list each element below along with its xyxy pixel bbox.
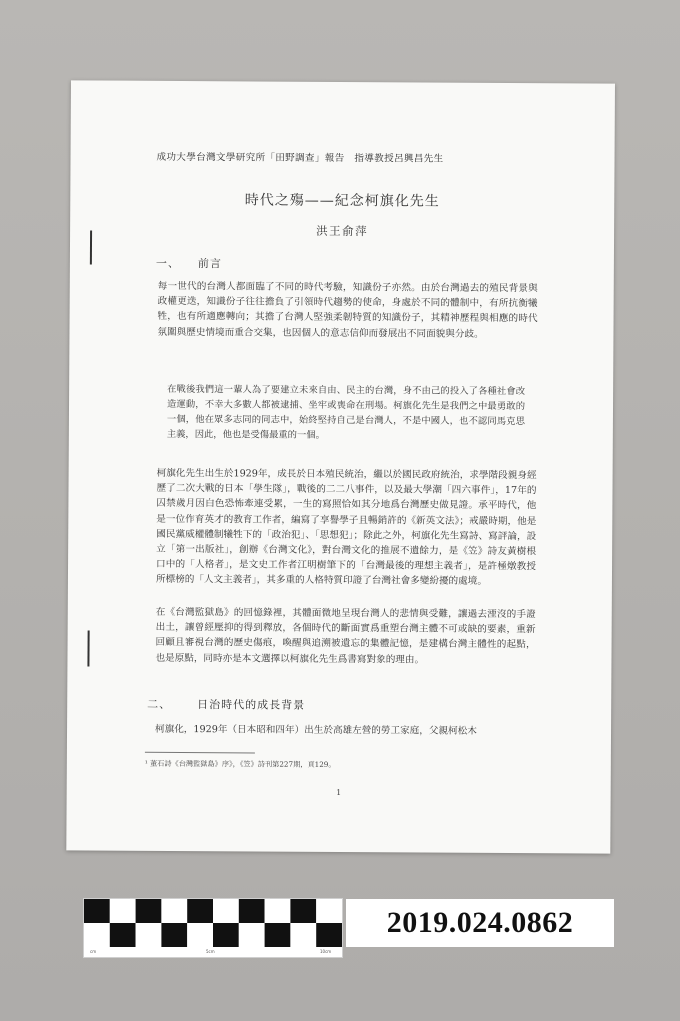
checker-square (239, 899, 265, 923)
scale-label-cm: cm (90, 949, 97, 954)
checker-square (84, 899, 110, 923)
checker-square (136, 899, 162, 923)
scale-label-5cm: 5cm (206, 949, 215, 954)
checker-square (239, 923, 265, 947)
quote-paragraph: 在戰後我們這一輩人為了要建立未來自由、民主的台灣，身不由己的投入了各種社會改造運動，不幸大多數人都被逮捕、坐牢或喪命在刑場。柯旗化先生是我們之中最勇敢的一個，他在眾多志同的同志中，始終堅持自己是台灣人，不是中國人，也不認同馬克思主義，因此，他也是受傷最重的一個。 (166, 383, 526, 441)
checker-square (187, 923, 213, 947)
checker-square (161, 923, 187, 947)
section-title: 日治時代的成長背景 (197, 698, 306, 712)
checker-square (110, 899, 136, 923)
biography-paragraph: 柯旗化先生出生於1929年，成長於日本殖民統治，繼以於國民政府統治，求學階段親身經歷了二次大戰的日本「學生隊」，戰後的二二八事件，以及最大學潮「四六事件」，17年的囚禁歲月因白色恐怖牽連受累，一生的寫照恰如其分地爲台灣歷史做見證。承平時代，他是一位作育英才的教育工作者，編寫了享譽學子且暢銷許的《新英文法》；戒嚴時期，他是國民黨威權體制犧牲下的「政治犯」、「思想犯」；除此之外，柯旗化先生寫詩、寫評論，設立「第一出版社」，創辦《台灣文化》，對台灣文化的推展不遺餘力，是《笠》詩友黃樹根口中的「人格者」，是文史工作者江明樹筆下的「台灣最後的理想主義者」，是許極燉教授所標榜的「人文主義者」，其多重的人格特質印證了台灣社會多變紛擾的處境。 (155, 467, 537, 588)
checker-square (265, 899, 291, 923)
footnote-divider (145, 752, 255, 754)
checker-square (187, 899, 213, 923)
section-number: 一、 (155, 256, 180, 271)
binder-hole-mark (87, 630, 89, 666)
document-page (66, 80, 615, 853)
footnote: ¹ 董石詩《台灣監獄島》序》，《笠》詩刊第227期，頁129。 (144, 758, 336, 769)
checker-square (84, 923, 110, 947)
checker-square (290, 899, 316, 923)
checker-square (136, 923, 162, 947)
checker-square (316, 923, 342, 947)
intro-paragraph: 每一世代的台灣人都面臨了不同的時代考驗，知識份子亦然。由於台灣過去的殖民背景與政權更迭，知識份子往往擔負了引領時代趨勢的使命，身處於不同的體制中，有所抗衡犧牲，也有所適應轉向；其擔了台灣人堅強柔韌特質的知識份子，其精神歷程與相應的時代氛圍與歷史情境而重合交集，也因個人的意志信仰而發展出不同面貌與分歧。 (157, 280, 538, 340)
section-number: 二、 (147, 697, 172, 711)
checker-square (110, 923, 136, 947)
checker-square (213, 923, 239, 947)
document-title: 時代之殤——紀念柯旗化先生 (244, 192, 440, 210)
section2-paragraph: 柯旗化，1929年（日本昭和四年）出生於高雄左營的勞工家庭，父親柯松木 (155, 723, 477, 737)
checker-square (213, 899, 239, 923)
document-author: 洪王俞萍 (316, 223, 369, 239)
scale-label-10cm: 10cm (320, 949, 332, 954)
checker-square (316, 899, 342, 923)
biography-paragraph-2: 在《台灣監獄島》的回憶錄裡，其體面微地呈現台灣人的悲情與受難，讓過去湮沒的手證出土，讓曾經壓抑的得到釋放，各個時代的斷面實爲重塑台灣主體不可或缺的要素，重新回顧且審視台灣的歷史傷痕，喚醒與追溯被遺忘的集體記憶，是建構台灣主體性的起點，也是原點，同時亦是本文選擇以柯旗化先生爲書寫對象的理由。 (155, 606, 536, 666)
accession-number-label: 2019.024.0862 (346, 899, 614, 947)
section-heading-background (147, 696, 305, 713)
page-number: 1 (336, 787, 342, 798)
checker-square (265, 923, 291, 947)
checker-square (161, 899, 187, 923)
section-title: 前言 (197, 257, 222, 271)
section-heading-preface (156, 255, 222, 271)
checker-scale (84, 899, 342, 957)
checker-square (290, 923, 316, 947)
report-header: 成功大學台灣文學研究所「田野調查」報告 指導教授呂興昌先生 (156, 151, 444, 165)
color-scale-bar (83, 898, 343, 958)
